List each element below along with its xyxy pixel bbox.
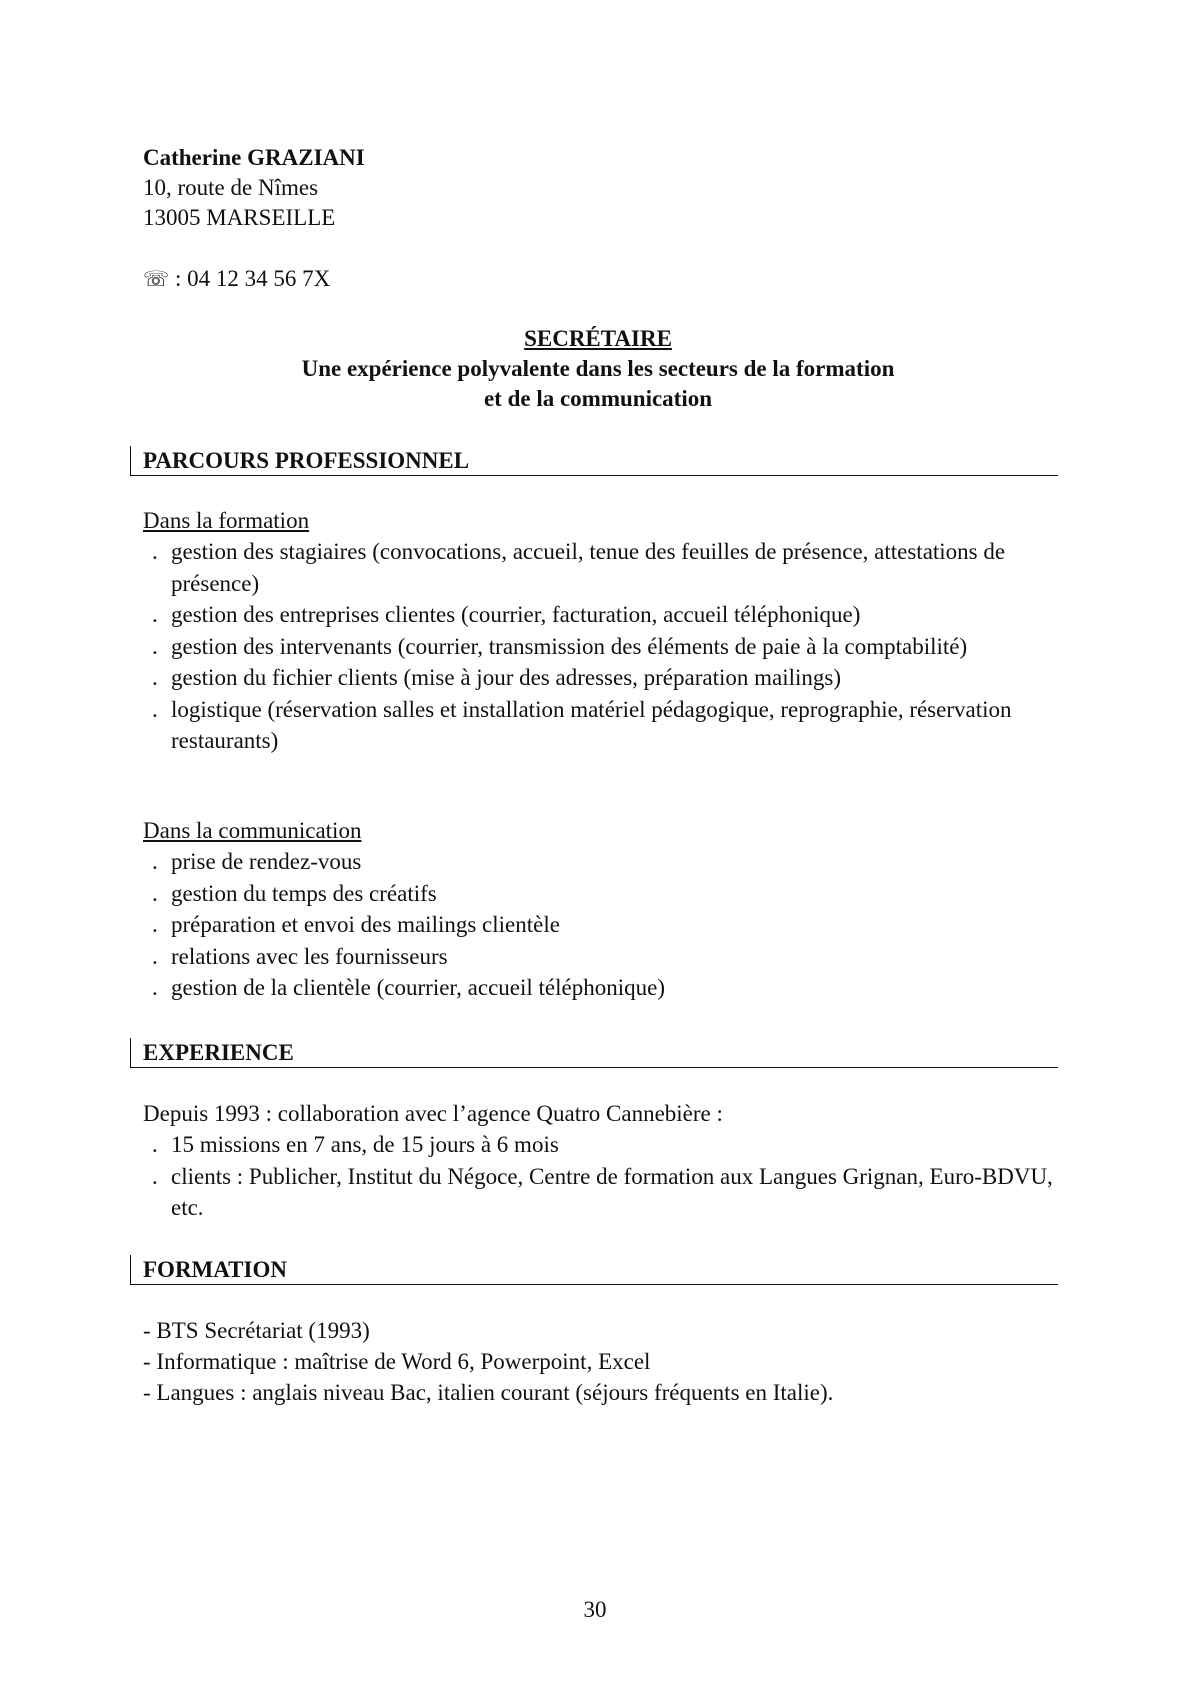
- list-item: . gestion des stagiaires (convocations, accueil, tenue des feuilles de présence, attestations de présence): [152, 539, 1006, 596]
- list-item: . gestion des intervenants (courrier, transmission des éléments de paie à la comptabilité): [152, 633, 968, 659]
- section-heading-experience: EXPERIENCE: [130, 1038, 1058, 1068]
- education-item: - Informatique : maîtrise de Word 6, Powerpoint, Excel: [143, 1349, 651, 1374]
- phone-number: : 04 12 34 56 7X: [175, 266, 331, 291]
- address-line-1: 10, route de Nîmes: [143, 175, 319, 200]
- section-heading-parcours: PARCOURS PROFESSIONNEL: [130, 446, 1058, 476]
- education-item: - Langues : anglais niveau Bac, italien courant (séjours fréquents en Italie).: [143, 1380, 834, 1405]
- experience-intro: Depuis 1993 : collaboration avec l’agence Quatro Cannebière :: [143, 1101, 723, 1126]
- list-item: . gestion du fichier clients (mise à jour des adresses, préparation mailings): [152, 665, 841, 690]
- subtitle-line-2: et de la communication: [483, 386, 713, 411]
- list-item: . clients : Publicher, Institut du Négoce, Centre de formation aux Langues Grignan, Euro-BDVU, etc.: [152, 1163, 1053, 1220]
- communication-task-list: [143, 846, 1063, 1004]
- list-item: . gestion des entreprises clientes (courrier, facturation, accueil téléphonique): [152, 602, 861, 627]
- education-item: - BTS Secrétariat (1993): [143, 1318, 370, 1343]
- education-block: [143, 1315, 1063, 1408]
- title-block: [143, 324, 1053, 414]
- subheading-formation: Dans la formation: [143, 508, 310, 533]
- contact-block: [143, 143, 743, 233]
- formation-experience-block: [143, 506, 1063, 757]
- phone-row: [143, 264, 330, 294]
- telephone-icon: ☏: [143, 267, 170, 291]
- communication-experience-block: [143, 816, 1063, 1004]
- subtitle-line-1: Une expérience polyvalente dans les secteurs de la formation: [301, 356, 895, 381]
- list-item: . gestion du temps des créatifs: [152, 880, 437, 906]
- list-item: . gestion de la clientèle (courrier, accueil téléphonique): [152, 975, 665, 1000]
- list-item: . prise de rendez-vous: [152, 849, 362, 874]
- experience-list: [143, 1129, 1063, 1224]
- list-item: . relations avec les fournisseurs: [152, 943, 448, 969]
- list-item: . logistique (réservation salles et installation matériel pédagogique, reprographie, réservation restaurants): [152, 696, 1012, 753]
- list-item: . préparation et envoi des mailings clientèle: [152, 912, 560, 937]
- address-line-2: 13005 MARSEILLE: [143, 205, 336, 230]
- page-number: 30: [583, 1597, 607, 1622]
- subheading-communication: Dans la communication: [143, 818, 362, 843]
- job-title: SECRÉTAIRE: [524, 326, 672, 351]
- experience-block: [143, 1098, 1063, 1224]
- section-heading-formation: FORMATION: [130, 1255, 1058, 1285]
- formation-task-list: [143, 536, 1063, 757]
- candidate-name: Catherine GRAZIANI: [143, 145, 365, 170]
- list-item: . 15 missions en 7 ans, de 15 jours à 6 mois: [152, 1132, 559, 1157]
